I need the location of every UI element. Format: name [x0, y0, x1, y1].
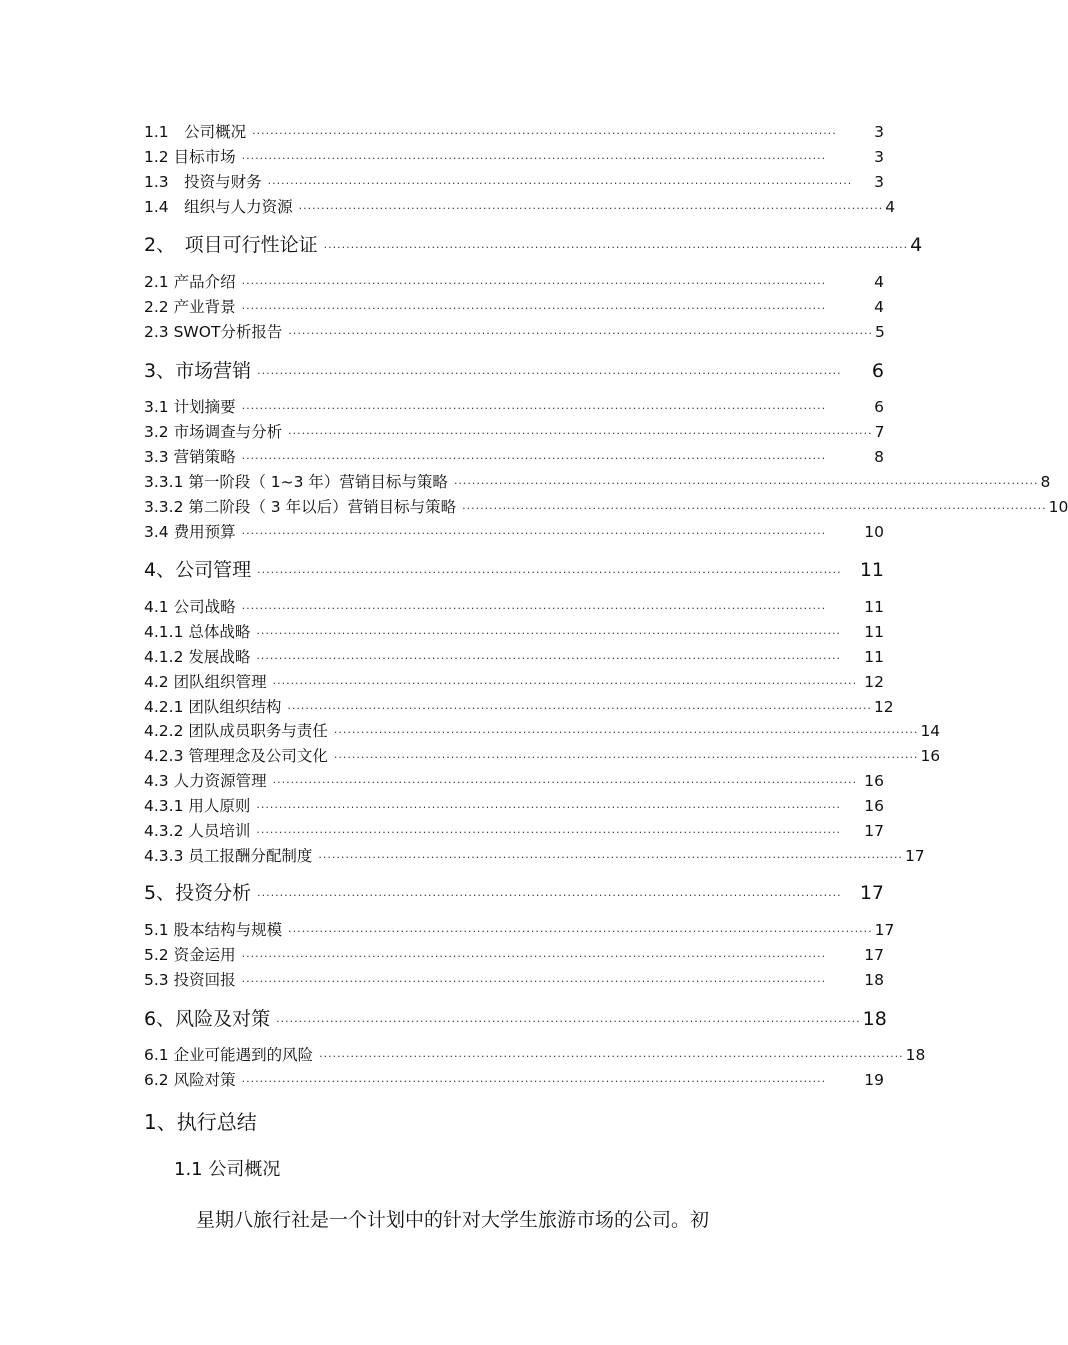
- toc-entry-label: 1.4 组织与人力资源: [144, 198, 293, 216]
- toc-entry[interactable]: [144, 520, 884, 542]
- toc-entry-label: 4.3 人力资源管理: [144, 772, 267, 790]
- toc-entry-label: 4.1 公司战略: [144, 598, 236, 616]
- toc-page-number: 18: [864, 971, 884, 989]
- toc-leader: ··································································································································: [256, 652, 841, 665]
- toc-leader: ··································································································································: [241, 152, 827, 165]
- toc-leader: ··································································································································: [256, 801, 841, 814]
- toc-entry[interactable]: [144, 170, 884, 192]
- toc-page-number: 19: [864, 1071, 884, 1089]
- toc-leader: ··································································································································: [256, 826, 841, 839]
- toc-entry-label: 2.1 产品介绍: [144, 273, 236, 291]
- toc-entry-label: 6.1 企业可能遇到的风险: [144, 1046, 314, 1064]
- toc-page-number: 4: [874, 273, 884, 291]
- toc-page-number: 18: [862, 1008, 887, 1030]
- toc-leader: ··································································································································: [241, 402, 827, 415]
- toc-page-number: 17: [864, 822, 884, 840]
- toc-leader: ··································································································································: [256, 627, 841, 640]
- toc-leader: ··································································································································: [241, 527, 827, 540]
- toc-page-number: 16: [864, 772, 884, 790]
- toc-page-number: 3: [874, 173, 884, 191]
- toc-entry-label: 4.3.1 用人原则: [144, 797, 251, 815]
- toc-entry-label: 4.1.1 总体战略: [144, 623, 251, 641]
- toc-leader: ··································································································································: [257, 889, 842, 902]
- toc-entry[interactable]: [144, 695, 894, 717]
- toc-entry[interactable]: [144, 356, 884, 383]
- toc-entry-label: 4.3.2 人员培训: [144, 822, 251, 840]
- toc-page-number: 5: [874, 323, 885, 341]
- body-paragraph: 星期八旅行社是一个计划中的针对大学生旅游市场的公司。初: [196, 1209, 710, 1231]
- toc-entry-label: 4.1.2 发展战略: [144, 648, 251, 666]
- toc-entry[interactable]: [144, 145, 884, 167]
- toc-entry[interactable]: [144, 270, 884, 292]
- toc-leader: ··································································································································: [318, 851, 903, 864]
- toc-entry[interactable]: [144, 918, 895, 940]
- toc-entry[interactable]: [144, 769, 884, 791]
- toc-entry[interactable]: [144, 470, 1051, 492]
- toc-page-number: 3: [874, 123, 884, 141]
- toc-leader: ··································································································································: [241, 975, 827, 988]
- toc-leader: ··································································································································: [272, 677, 858, 690]
- toc-entry-label: 3.1 计划摘要: [144, 398, 236, 416]
- toc-page-number: 12: [864, 673, 884, 691]
- toc-entry-label: 4.2.1 团队组织结构: [144, 698, 282, 716]
- toc-entry-label: 5.3 投资回报: [144, 971, 236, 989]
- toc-page-number: 4: [910, 234, 923, 256]
- toc-entry-label: 1.3 投资与财务: [144, 173, 262, 191]
- toc-leader: ··································································································································: [319, 1050, 904, 1063]
- toc-page-number: 6: [874, 398, 884, 416]
- toc-page-number: 11: [864, 598, 884, 616]
- toc-entry[interactable]: [144, 878, 884, 905]
- toc-leader: ··································································································································: [252, 127, 837, 140]
- toc-entry-label: 4、公司管理: [144, 559, 252, 581]
- toc-entry[interactable]: [144, 794, 884, 816]
- toc-page-number: 11: [859, 559, 884, 581]
- toc-entry[interactable]: [144, 670, 884, 692]
- toc-leader: ··································································································································: [462, 502, 1047, 515]
- toc-page-number: 10: [1048, 498, 1068, 516]
- toc-leader: ··································································································································: [453, 477, 1039, 490]
- toc-entry[interactable]: [144, 445, 884, 467]
- toc-leader: ··································································································································: [287, 702, 872, 715]
- toc-entry[interactable]: [144, 495, 1068, 517]
- toc-leader: ··································································································································: [267, 177, 853, 190]
- toc-entry[interactable]: [144, 555, 884, 582]
- section-heading: 1、执行总结: [144, 1110, 257, 1134]
- toc-leader: ··································································································································: [272, 776, 858, 789]
- toc-entry[interactable]: [144, 195, 896, 217]
- toc-page-number: 4: [874, 298, 884, 316]
- toc-entry-label: 1.1 公司概况: [144, 123, 247, 141]
- toc-entry[interactable]: [144, 420, 884, 442]
- toc-leader: ··································································································································: [333, 751, 919, 764]
- toc-page-number: 17: [874, 921, 895, 939]
- toc-page-number: 16: [864, 797, 884, 815]
- toc-entry[interactable]: [144, 1068, 884, 1090]
- toc-page-number: 12: [873, 698, 894, 716]
- toc-entry-label: 3、市场营销: [144, 360, 252, 382]
- toc-entry-label: 5.2 资金运用: [144, 946, 236, 964]
- toc-page-number: 11: [864, 648, 884, 666]
- toc-leader: ··································································································································: [241, 950, 827, 963]
- toc-entry-label: 3.3.2 第二阶段（ 3 年以后）营销目标与策略: [144, 498, 457, 516]
- toc-leader: ··································································································································: [241, 602, 827, 615]
- toc-entry-label: 3.2 市场调查与分析: [144, 423, 283, 441]
- toc-page-number: 3: [874, 148, 884, 166]
- toc-page-number: 4: [885, 198, 896, 216]
- toc-entry-label: 1.2 目标市场: [144, 148, 236, 166]
- toc-entry-label: 2、 项目可行性论证: [144, 234, 318, 256]
- toc-leader: ··································································································································: [241, 1075, 827, 1088]
- toc-leader: ··································································································································: [257, 367, 842, 380]
- toc-page-number: 18: [905, 1046, 926, 1064]
- toc-leader: ··································································································································: [241, 302, 827, 315]
- toc-entry-label: 3.3.1 第一阶段（ 1~3 年）营销目标与策略: [144, 473, 448, 491]
- toc-leader: ··································································································································: [288, 327, 873, 340]
- toc-entry-label: 4.2 团队组织管理: [144, 673, 267, 691]
- toc-leader: ··································································································································: [333, 726, 919, 739]
- toc-leader: ··································································································································: [241, 452, 827, 465]
- toc-entry-label: 3.4 费用预算: [144, 523, 236, 541]
- toc-leader: ··································································································································: [276, 1015, 861, 1028]
- toc-leader: ··································································································································: [257, 566, 842, 579]
- toc-entry-label: 6、风险及对策: [144, 1008, 271, 1030]
- toc-page-number: 14: [920, 722, 941, 740]
- toc-leader: ··································································································································: [288, 925, 873, 938]
- toc-page-number: 7: [874, 423, 885, 441]
- toc-entry[interactable]: [144, 645, 884, 667]
- toc-entry-label: 5、投资分析: [144, 882, 252, 904]
- toc-entry-label: 2.3 SWOT分析报告: [144, 323, 283, 341]
- toc-leader: ··································································································································: [241, 277, 827, 290]
- toc-leader: ··································································································································: [323, 241, 909, 254]
- toc-leader: ··································································································································: [298, 202, 884, 215]
- toc-page-number: 8: [874, 448, 884, 466]
- subsection-heading: 1.1 公司概况: [174, 1159, 281, 1180]
- toc-entry[interactable]: [144, 230, 923, 257]
- toc-page-number: 17: [864, 946, 884, 964]
- toc-entry[interactable]: [144, 620, 884, 642]
- toc-page-number: 17: [859, 882, 884, 904]
- toc-page-number: 8: [1040, 473, 1051, 491]
- toc-page-number: 6: [871, 360, 884, 382]
- toc-entry-label: 6.2 风险对策: [144, 1071, 236, 1089]
- toc-entry-label: 3.3 营销策略: [144, 448, 236, 466]
- toc-entry[interactable]: [144, 120, 884, 142]
- toc-leader: ··································································································································: [288, 427, 873, 440]
- toc-entry[interactable]: [144, 819, 884, 841]
- toc-entry[interactable]: [144, 744, 941, 766]
- toc-entry[interactable]: [144, 320, 884, 342]
- toc-entry[interactable]: [144, 595, 884, 617]
- toc-entry-label: 5.1 股本结构与规模: [144, 921, 283, 939]
- toc-entry-label: 4.2.3 管理理念及公司文化: [144, 747, 328, 765]
- toc-entry[interactable]: [144, 295, 884, 317]
- toc-entry-label: 4.2.2 团队成员职务与责任: [144, 722, 328, 740]
- toc-entry-label: 4.3.3 员工报酬分配制度: [144, 847, 313, 865]
- toc-page-number: 16: [920, 747, 941, 765]
- toc-entry[interactable]: [144, 943, 884, 965]
- toc-page-number: 17: [904, 847, 925, 865]
- toc-entry[interactable]: [144, 719, 941, 741]
- toc-entry[interactable]: [144, 1043, 926, 1065]
- toc-page-number: 11: [864, 623, 884, 641]
- toc-entry[interactable]: [144, 844, 925, 866]
- toc-entry-label: 2.2 产业背景: [144, 298, 236, 316]
- toc-entry[interactable]: [144, 968, 884, 990]
- toc-page-number: 10: [864, 523, 884, 541]
- toc-entry[interactable]: [144, 1004, 887, 1031]
- toc-entry[interactable]: [144, 395, 884, 417]
